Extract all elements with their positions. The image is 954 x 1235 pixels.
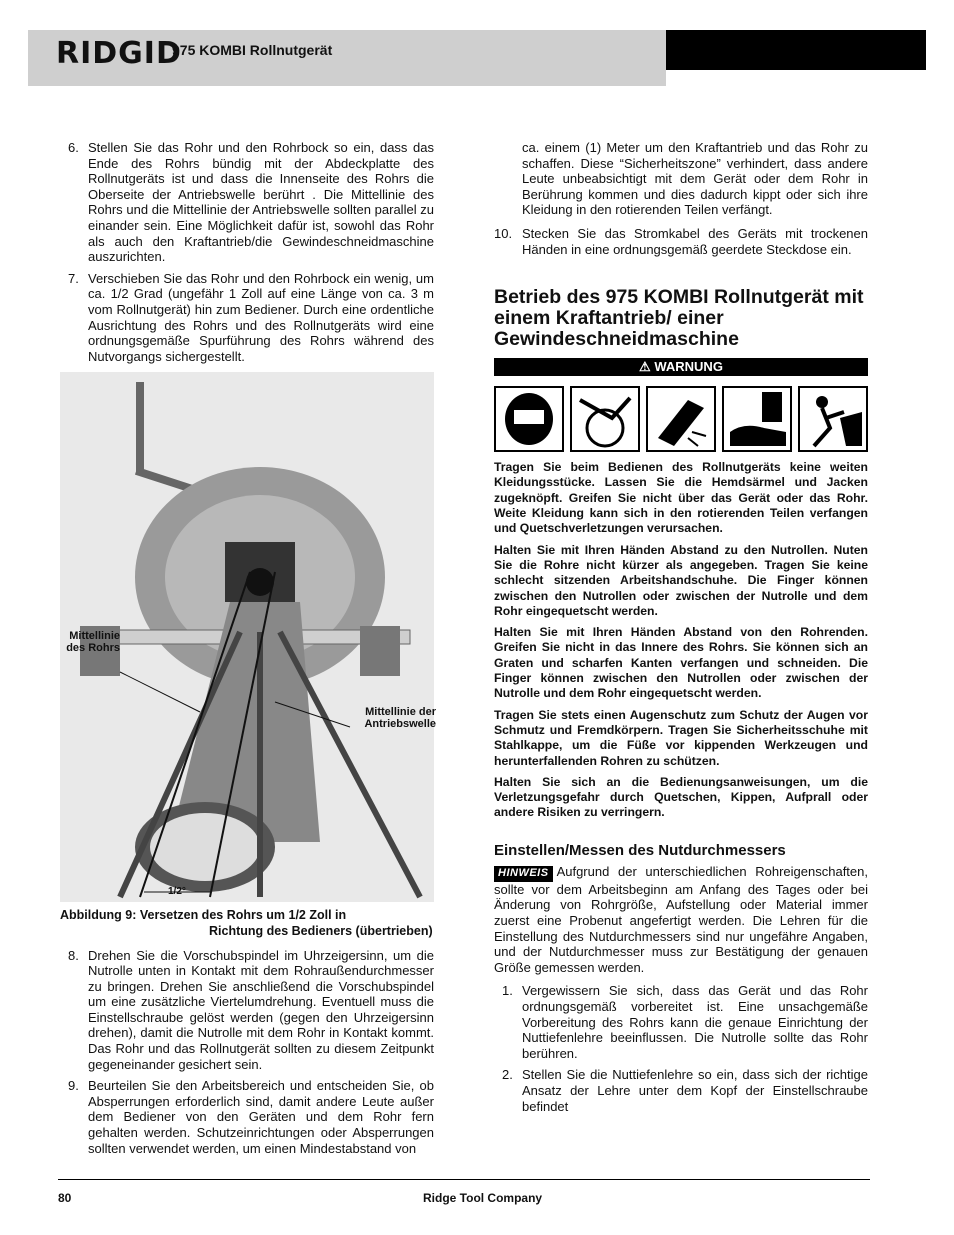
label-pipe-centerline-text: Mittellinie des Rohrs <box>66 630 120 655</box>
caption-line-2: Richtung des Bedieners (übertrieben) <box>209 923 433 938</box>
warning-triangle-icon: ⚠ <box>639 359 655 375</box>
warning-4: Tragen Sie stets einen Augenschutz zum Schutz der Augen vor Schmutz und Fremdkörpern. Tragen Sie Sicherheitsschuhe mit Stahlkappe, um die Füße vor kippenden Werkzeugen und herunterfallenden Rohren zu schützen. <box>494 707 868 768</box>
header-black-block <box>666 30 926 70</box>
figure-9-photo <box>60 372 434 902</box>
ridgid-logo: RIDGID <box>56 36 182 71</box>
steps-list-a <box>60 140 434 364</box>
subsection-title: Einstellen/Messen des Nutdurchmessers <box>494 841 786 859</box>
cut-hazard-icon <box>646 386 716 452</box>
tipping-hazard-icon <box>798 386 868 452</box>
safety-boot-icon <box>722 386 792 452</box>
warning-5: Halten Sie sich an die Bedienungsanweisungen, um die Verletzungsgefahr durch Quetschen, Kippen, Aufprall oder andere Risiken zu verringern. <box>494 774 868 820</box>
note-text: Aufgrund der unterschiedlichen Rohreigenschaften, sollte vor dem Arbeitsbeginn am Anfang des Tages oder bei Änderung von Rohrgröße, Aufstellung oder Material immer zuerst eine Probenut angefertigt werden. Die Lehren für die Einstellung des Nutdurchmessers sind nur ungefähre Angaben, und der Nutdurchmesser muss zur Bestätigung der genauen Größe gemessen werden. <box>494 864 868 975</box>
step-9-continued: ca. einem (1) Meter um den Kraftantrieb und das Rohr zu schaffen. Diese “Sicherheitszone” verhindert, dass andere Leute unbeabsichtigt mit dem Gerät oder dem Rohr in Berührung kommen und dies dadurch kippt oder sich ihre Kleidung in den rotierenden Teilen verfängt. <box>522 140 868 218</box>
gauge-step-2: 2. Stellen Sie die Nuttiefenlehre so ein, dass sich der richtige Ansatz der Lehre unter dem Kopf der Einstellschraube befindet <box>502 1067 868 1114</box>
step-10: 10. Stecken Sie das Stromkabel des Geräts mit trockenen Händen in eine ordnungsgemäß geerdete Steckdose ein. <box>494 225 868 257</box>
caption-line-1: Abbildung 9: Versetzen des Rohrs um 1/2 Zoll in <box>60 908 347 923</box>
label-angle: 1/2° <box>168 886 186 898</box>
label-shaft-centerline: Mittellinie der Antriebswelle <box>364 706 436 731</box>
entanglement-icon <box>570 386 640 452</box>
step-6: 6. Stellen Sie das Rohr und den Rohrbock so ein, dass das Ende des Rohrs bündig mit der Abdeckplatte des Rollnutgeräts ist und dass die Innenseite des Rohrs die Oberseite der Antriebswelle berührt . Die Mittellinie des Rohrs und die Mittellinie der Antriebswelle sollten parallel zu einander sein. Eine Möglichkeit dafür ist, sowohl das Rohr als auch den Kraftantrieb/die Gewindeschneidmaschine auszurichten. <box>68 140 434 265</box>
page-header <box>28 30 926 86</box>
footer-rule <box>58 1179 870 1180</box>
steps-list-b <box>60 948 434 1157</box>
section-title: Betrieb des 975 KOMBI Rollnutgerät mit einem Kraftantrieb/ einer Gewindeschneidmaschine <box>494 286 864 351</box>
note-tag: HINWEIS <box>494 866 553 882</box>
warning-1: Tragen Sie beim Bedienen des Rollnutgeräts keine weiten Kleidungsstücke. Lassen Sie die Hemdsärmel und Jacken zugeknöpft. Greifen Sie nicht über das Gerät oder das Rohr. Weite Kleidung kann sich in den rotierenden Teilen verfangen und Quetschverletzungen verursachen. <box>494 460 868 536</box>
page-number: 80 <box>58 1191 72 1205</box>
step-8: 8. Drehen Sie die Vorschubspindel im Uhrzeigersinn, um die Nutrolle unten in Kontakt mit dem Rohraußendurchmesser zu bringen. Drehen Sie anschließend die Vorschubspindel um eine zusätzliche Viertelumdrehung. Eventuell muss die Einstellschraube gelöst werden (gegen den Uhrzeigersinn drehen), damit die Nutrolle mit dem Rohr in Kontakt kommt. Das Rohr und das Rollnutgerät sollten zu diesem Zeitpunkt gegeneinander gesichert sein. <box>68 947 434 1072</box>
face-shield-icon <box>494 386 564 452</box>
step-7: 7. Verschieben Sie das Rohr und den Rohrbock ein wenig, um ca. 1/2 Grad (ungefähr 1 Zoll auf eine Länge von ca. 3 m vom Rollnutgerät) hin zum Bediener. Durch eine ordentliche Ausrichtung des Rohrs und des Rollnutgeräts wird eine ordnungsgemäße Spurführung des Rohrs während des Nutvorgangs sichergestellt. <box>68 270 434 364</box>
note-paragraph <box>494 864 868 975</box>
left-column <box>60 140 434 1162</box>
warning-pictograms <box>494 386 868 452</box>
step-10-list <box>494 226 868 257</box>
right-column <box>494 140 868 1120</box>
warning-3: Halten Sie mit Ihren Händen Abstand von den Rohrenden. Greifen Sie nicht in das Innere des Rohrs. Sie können sich an Graten und scharfen Kanten verfangen und schneiden. Die Finger können zwischen den Nutrollen oder zwischen der Nutrolle und dem Rohr eingequetscht werden. <box>494 625 868 701</box>
step-9: 9. Beurteilen Sie den Arbeitsbereich und entscheiden Sie, ob Absperrungen erforderlich sind, damit andere Leute außer dem Bediener von den Geräten und dem Rohr fern gehalten werden. Schutzeinrichtungen oder Absperrungen sollten verwendet werden, um einen Mindestabstand von <box>68 1078 434 1156</box>
figure-caption <box>60 908 434 939</box>
warning-banner: ⚠ WARNUNG <box>494 358 868 376</box>
header-title: 975 KOMBI Rollnutgerät <box>172 42 333 58</box>
gauge-steps <box>494 983 868 1114</box>
gauge-step-1: 1. Vergewissern Sie sich, dass das Gerät und das Rohr ordnungsgemäß vorbereitet ist. Eine unsachgemäße Vorbereitung des Rohrs kann die genaue Einrichtung der Nuttiefenlehre beeinflussen. Die Nutrolle sollte das Rohr berühren. <box>502 983 868 1061</box>
warning-2: Halten Sie mit Ihren Händen Abstand zu den Nutrollen. Nuten Sie die Rohre nicht kürzer als angegeben. Tragen Sie keine schlecht sitzenden Arbeitshandschuhe. Die Finger können zwischen den Nutrollen oder zwischen der Nutrolle und dem Rohr eingequetscht werden. <box>494 542 868 618</box>
footer-company: Ridge Tool Company <box>423 1191 543 1205</box>
